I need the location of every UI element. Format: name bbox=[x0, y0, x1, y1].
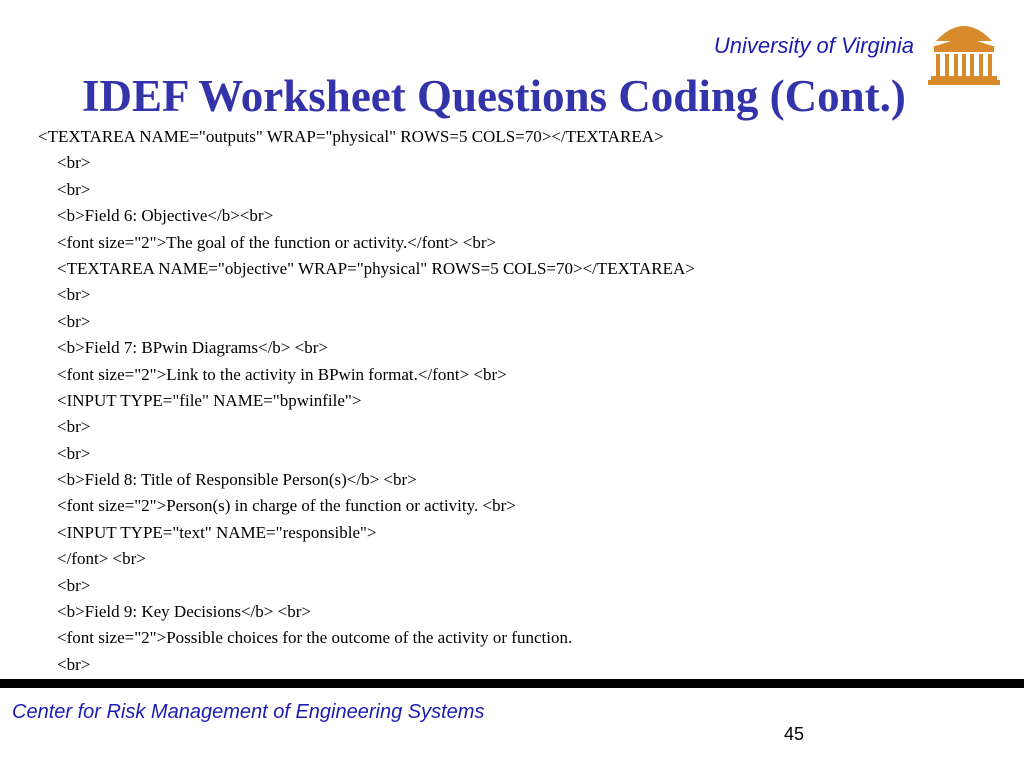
code-line: <b>Field 6: Objective</b><br> bbox=[57, 206, 274, 226]
code-line: <font size="2">Possible choices for the outcome of the activity or function. bbox=[57, 628, 573, 648]
footer-divider bbox=[0, 679, 1024, 688]
code-line: <b>Field 7: BPwin Diagrams</b> <br> bbox=[57, 338, 328, 358]
code-line: </font> <br> bbox=[57, 549, 146, 569]
code-line: <br> bbox=[57, 575, 91, 595]
code-line: <font size="2">Link to the activity in BPwin format.</font> <br> bbox=[57, 364, 507, 384]
code-line: <br> bbox=[57, 179, 91, 199]
rotunda-icon bbox=[928, 15, 1000, 87]
code-listing bbox=[0, 124, 1024, 678]
code-line: <font size="2">The goal of the function or activity.</font> <br> bbox=[57, 232, 497, 252]
slide-title: IDEF Worksheet Questions Coding (Cont.) bbox=[82, 71, 906, 121]
footer-center-name: Center for Risk Management of Engineering Systems bbox=[12, 701, 485, 723]
code-line: <TEXTAREA NAME="objective" WRAP="physical" ROWS=5 COLS=70></TEXTAREA> bbox=[57, 258, 695, 278]
code-line: <br> bbox=[57, 285, 91, 305]
code-line: <INPUT TYPE="file" NAME="bpwinfile"> bbox=[57, 390, 362, 410]
code-line: <TEXTAREA NAME="outputs" WRAP="physical" ROWS=5 COLS=70></TEXTAREA> bbox=[38, 127, 664, 146]
code-line: <b>Field 8: Title of Responsible Person(s)</b> <br> bbox=[57, 470, 417, 490]
code-line: <br> bbox=[57, 311, 91, 331]
code-line: <br> bbox=[57, 654, 91, 674]
code-line: <b>Field 9: Key Decisions</b> <br> bbox=[57, 602, 311, 622]
code-line: <INPUT TYPE="text" NAME="responsible"> bbox=[57, 522, 377, 542]
code-line: <br> bbox=[57, 153, 91, 173]
page-number: 45 bbox=[784, 724, 805, 744]
code-line: <br> bbox=[57, 443, 91, 463]
university-name: University of Virginia bbox=[713, 33, 914, 58]
code-line: <font size="2">Person(s) in charge of the function or activity. <br> bbox=[57, 496, 516, 516]
code-line: <br> bbox=[57, 417, 91, 437]
